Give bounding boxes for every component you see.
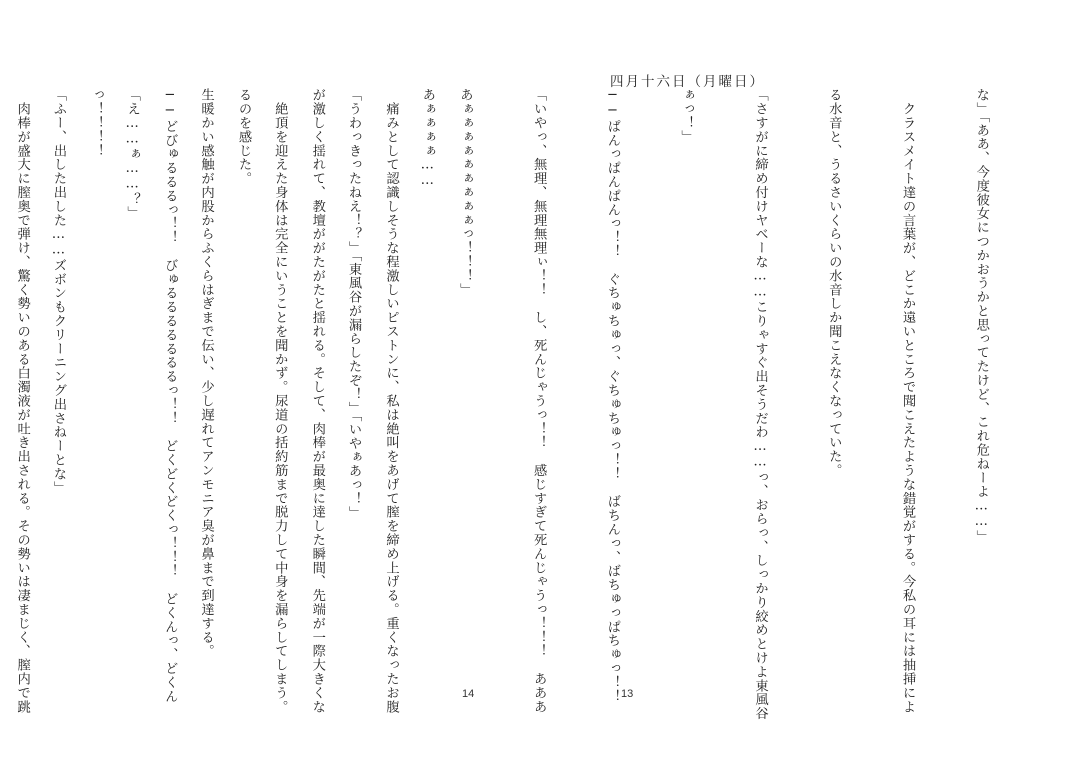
body-line: っ！！！！	[88, 88, 104, 158]
body-line: 絶頂を迎えた身体は完全にいうことを聞かず。尿道の括約筋まで脱力して中身を漏らしてしまう。	[272, 88, 288, 714]
body-line: 肉棒が盛大に膣奥で弾け、驚く勢いのある白濁液が吐き出される。その勢いは凄まじく、膣内で跳	[14, 88, 30, 714]
body-line: が激しく揺れて、教壇ががたがたと揺れる。そして、肉棒が最奥に達した瞬間、先端が一際大きくな	[309, 88, 325, 714]
body-line: 「いやっ、無理、無理無理ぃ！！ し、死んじゃうっ！！ 感じすぎて死んじゃうっ！！！ あああ	[531, 88, 547, 714]
body-line: 痛みとして認識しそうな程激しいピストンに、私は絶叫をあげて膣を締め上げる。重くなったお腹	[383, 88, 399, 714]
body-line: 「ふー、出した出した……ズボンもクリーニング出さねーとな」	[50, 88, 66, 495]
date-heading: 四月十六日（月曜日）	[610, 74, 765, 90]
body-line: 「さすがに締め付けヤベーな……こりゃすぐ出そうだわ……っ、おらっ、しっかり絞めとけよ東風谷	[752, 88, 768, 721]
page-number: 13	[621, 688, 634, 700]
body-line: 「うわっきったねえ！？」「東風谷が漏らしたぞ！」「いやぁあっ！」	[346, 88, 362, 520]
body-line: るのを感じた。	[236, 88, 251, 186]
page-number: 14	[462, 688, 475, 700]
body-line: ──ぱんっぱんぱんっ！！ ぐちゅちゅっ、ぐちゅちゅっ！！ ばちんっ、ばちゅっぱちゅっ！！	[604, 88, 620, 703]
body-line: あぁぁぁぁぁぁぁぁぁっ！！！」	[457, 88, 473, 297]
body-line: ──どびゅるるるっ！！ びゅるるるるるるるっ！！ どくどくどくっ！！！ どくんっ、どくん	[162, 88, 178, 703]
body-line: な」「ああ、今度彼女につかおうかと思ってたけど、これ危ねーよ……」	[973, 88, 989, 544]
body-line: る水音と、うるさいくらいの水音しか聞こえなくなっていた。	[826, 88, 842, 478]
body-line: あぁぁぁぁ……	[419, 88, 435, 189]
body-line: クラスメイト達の言葉が、どこか遠いところで聞こえたような錯覚がする。今私の耳には抽挿によ	[900, 88, 916, 714]
body-line: ぁっ！」	[678, 88, 694, 144]
body-line: 「え……ぁ……？」	[124, 88, 140, 220]
body-line: 生暖かい感触が内股からふくらはぎまで伝い、少し遅れてアンモニア臭が鼻まで到達する。	[198, 88, 214, 658]
